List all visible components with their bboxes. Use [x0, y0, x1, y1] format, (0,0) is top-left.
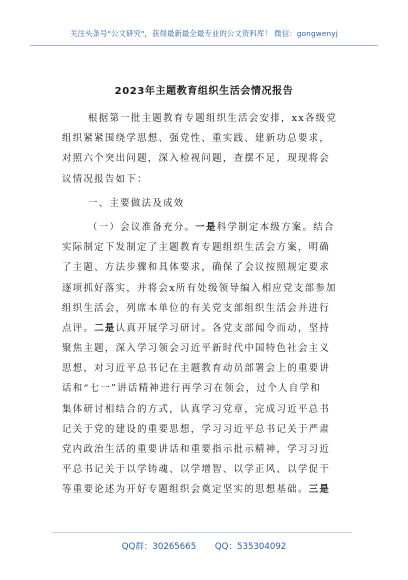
- intro-line: 组织紧紧围绕学思想、强党性、重实践、建新功总要求，: [62, 133, 331, 145]
- intro-line: 对照六个突出问题，深入检视问题，查摆不足，现现将会: [62, 153, 331, 165]
- header-divider: [30, 45, 378, 46]
- paragraph-line: 逐项抓好落实，并将会x所有处级领导编入相应党支部参加: [62, 282, 337, 294]
- bold-marker: 二是: [94, 322, 116, 334]
- subsection-heading: （一）会议准备充分。: [88, 221, 196, 233]
- paragraph-line: 了主题、方法步骤和具体要求，确保了会议按照规定要求: [62, 262, 331, 274]
- bold-marker: 一是: [195, 221, 217, 233]
- paragraph-line: 集体研讨相结合的方式，认真学习党章，完成习近平总书: [62, 403, 331, 415]
- paragraph-line: 思想，对习近平总书记在主题教育动员部署会上的重要讲: [62, 363, 331, 375]
- paragraph-line: 记关于党的建设的重要思想，学习习近平总书记关于严肃: [62, 423, 331, 435]
- bold-marker: 三是: [308, 484, 331, 496]
- paragraph-text: 科学制定本级方案。结合: [216, 221, 335, 233]
- footer: [0, 540, 408, 552]
- footer-divider: [52, 532, 352, 533]
- header-banner: 关注头条号"公文研究"，获得最新最全最专业的公文资料库！ 微信：gongwenyj: [70, 29, 338, 38]
- paragraph-line: 组织生活会，列席本单位的有关党支部组织生活会并进行: [62, 302, 331, 314]
- paragraph-text: 等重要论述为开好专题组织会奠定坚实的思想基础。: [62, 484, 309, 496]
- footer-qq: QQ：535304092: [214, 542, 287, 552]
- paragraph-line: [62, 218, 347, 238]
- paragraph-line: [62, 319, 347, 339]
- paragraph-text: 点评。: [62, 322, 95, 334]
- paragraph-text: 认真开展学习研讨。各党支部闻令而动，坚持: [115, 322, 331, 334]
- paragraph-line: 平总书记关于以学铸魂、以学增智、以学正风、以学促干: [62, 464, 331, 476]
- paragraph-line: [62, 480, 347, 500]
- document-body: [62, 109, 347, 501]
- footer-qq-group: QQ群：30265665: [121, 542, 197, 552]
- paragraph-line: 党内政治生活的重要讲话和重要指示批示精神，学习习近: [62, 444, 331, 455]
- document-title: 2023年主题教育组织生活会情况报告: [114, 86, 294, 97]
- intro-line: 议情况报告如下：: [62, 173, 148, 185]
- paragraph-line: 实际制定下发制定了主题教育专题组织生活会方案，明确: [62, 242, 331, 254]
- section-heading: 一、主要做法及成效: [88, 197, 185, 209]
- intro-line: 根据第一批主题教育专题组织生活会安排，xx各级党: [88, 113, 338, 124]
- paragraph-line: 话和“七一”讲话精神进行再学习在领会，过个人自学和: [62, 383, 321, 395]
- paragraph-line: 聚焦主题，深入学习领会习近平新时代中国特色社会主义: [62, 343, 331, 355]
